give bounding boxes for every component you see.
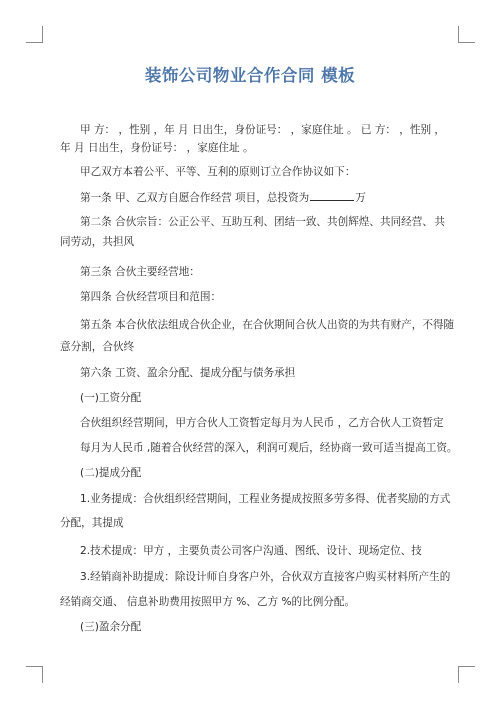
wages-line-1: 合伙组织经营期间，甲方合伙人工资暂定每月为人民币 ，乙方合伙人工资暂定 — [80, 417, 444, 429]
commission-item-1-line-1: 1.业务提成：合伙组织经营期间，工程业务提成按照多劳多得、优者奖励的方式 — [80, 493, 451, 505]
article-1-unit: 万 — [355, 192, 366, 204]
commission-heading: (二)提成分配 — [80, 467, 142, 479]
article-2-line-2: 同劳动，共担风 — [60, 236, 135, 248]
party-a-gender: ，性别 — [118, 124, 151, 136]
article-4: 第四条 合伙经营项目和范围： — [80, 291, 222, 303]
article-5-line-1: 第五条 本合伙依法组成合伙企业，在合伙期间合伙人出资的为共有财产，不得随 — [80, 319, 455, 331]
article-6: 第六条 工资、盈余分配、提成分配与债务承担 — [80, 367, 296, 379]
article-3: 第三条 合伙主要经营地： — [80, 266, 200, 278]
parties-line-2: 年 月 日出生，身份证号： ，家庭住址 。 — [60, 142, 254, 154]
commission-item-3-line-1: 3.经销商补助提成：除设计师自身客户外，合伙双方直接客户购买材料所产生的 — [80, 571, 451, 583]
party-a-address: ，家庭住址 。 — [290, 124, 358, 136]
intro-paragraph: 甲乙双方本着公平、平等、互利的原则订立合作协议如下： — [80, 166, 356, 178]
article-1-text: 第一条 甲、乙双方自愿合作经营 项目，总投资为 — [80, 192, 310, 204]
document-title: 装饰公司物业合作合同 模板 — [144, 66, 356, 85]
profit-heading: (三)盈余分配 — [80, 621, 142, 633]
parties-line-1 — [80, 123, 445, 137]
article-2-line-1 — [80, 215, 445, 229]
party-b-label: 已 方： — [360, 124, 397, 136]
article-1 — [80, 190, 445, 205]
page-corner-mark-bottom-left — [26, 666, 43, 683]
page-corner-mark-top-left — [26, 26, 43, 43]
investment-blank — [310, 190, 354, 201]
article-2-text: 第二条 合伙宗旨：公正公平、互助互利、团结一致、共创辉煌、共同经营、 — [80, 216, 433, 228]
page-corner-mark-bottom-right — [458, 666, 475, 683]
article-5-line-2: 意分割，合伙终 — [60, 341, 135, 353]
party-a-birth-id: ，年 月 日出生，身份证号： — [153, 124, 288, 136]
party-b-gender: ，性别 — [399, 124, 432, 136]
commission-item-1-line-2: 分配，其提成 — [60, 517, 124, 529]
article-2-wrap-char: 共 — [434, 216, 445, 228]
wages-heading: (一)工资分配 — [80, 392, 142, 404]
wages-line-2: 每月为人民币 ,随着合伙经营的深入，利润可观后，经协商一致可适当提高工资。 — [80, 442, 458, 454]
party-a-label: 甲 方： — [80, 124, 116, 136]
page-corner-mark-top-right — [458, 26, 475, 43]
commission-item-2: 2.技术提成：甲方 ，主要负责公司客户沟通、图纸、设计、现场定位、技 — [80, 545, 422, 557]
commission-item-3-line-2: 经销商交通、 信息补助费用按照甲方 %、乙方 %的比例分配。 — [60, 596, 356, 608]
party-b-comma: ， — [434, 124, 445, 136]
